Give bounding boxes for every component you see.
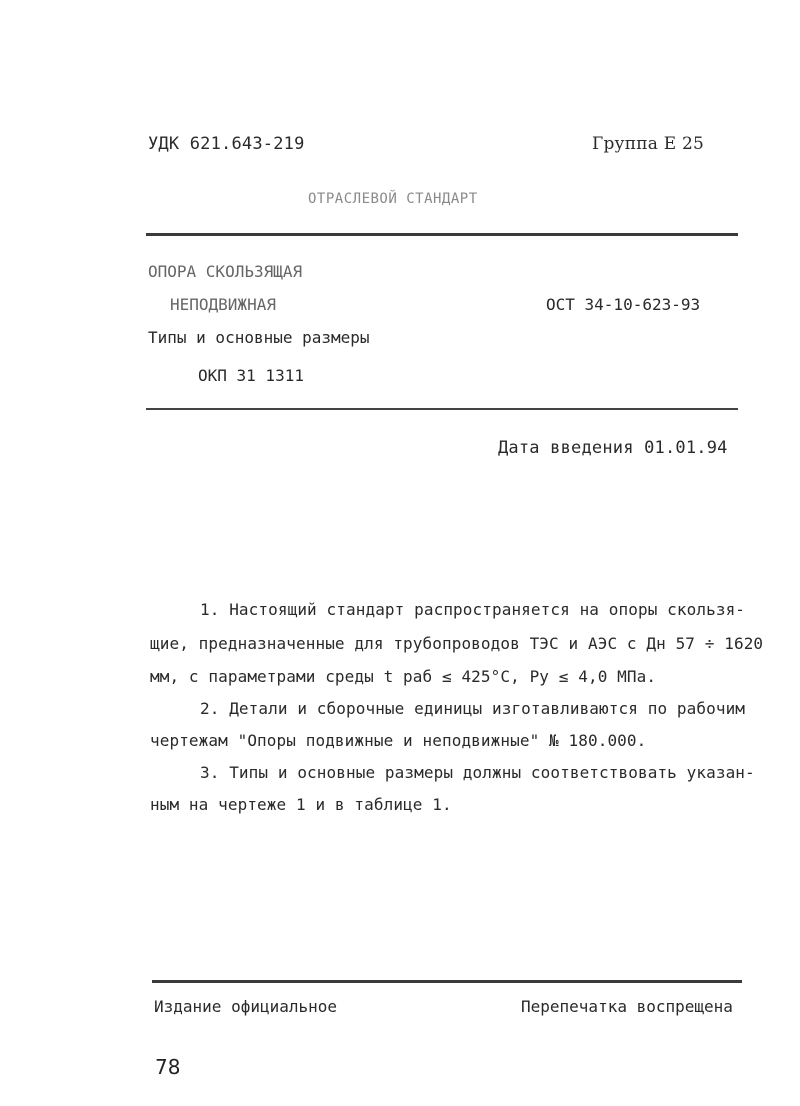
group-code: Группа Е 25 <box>592 134 704 154</box>
header-rule <box>146 233 738 236</box>
reprint-note: Перепечатка воспрещена <box>521 997 733 1016</box>
paragraph-1-line-1: 1. Настоящий стандарт распространяется на опоры скользя- <box>200 600 746 619</box>
title-line-2: НЕПОДВИЖНАЯ <box>170 295 276 314</box>
paragraph-1-line-3: мм, с параметрами среды t раб ≤ 425°С, Ру ≤ 4,0 МПа. <box>150 667 657 686</box>
paragraph-1-line-2: щие, предназначенные для трубопроводов ТЭС и АЭС с Дн 57 ÷ 1620 <box>150 634 764 653</box>
paragraph-3-line-2: ным на чертеже 1 и в таблице 1. <box>150 795 452 814</box>
paragraph-3-line-1: 3. Типы и основные размеры должны соответствовать указан- <box>200 763 755 782</box>
paragraph-2-line-1: 2. Детали и сборочные единицы изготавливаются по рабочим <box>200 699 746 718</box>
okp-code: ОКП 31 1311 <box>198 366 304 385</box>
title-line-1: ОПОРА СКОЛЬЗЯЩАЯ <box>148 262 303 281</box>
udk-code: УДК 621.643-219 <box>148 134 305 154</box>
edition-note: Издание официальное <box>154 997 338 1016</box>
introduction-date: Дата введения 01.01.94 <box>498 438 728 458</box>
footer-rule <box>152 980 742 983</box>
paragraph-2-line-2: чертежам "Опоры подвижные и неподвижные" № 180.000. <box>150 731 647 750</box>
title-rule <box>146 408 738 410</box>
page-number: 78 <box>155 1055 181 1079</box>
title-line-3: Типы и основные размеры <box>148 328 370 347</box>
ost-number: ОСТ 34-10-623-93 <box>546 295 701 314</box>
standard-type: ОТРАСЛЕВОЙ СТАНДАРТ <box>308 191 478 207</box>
